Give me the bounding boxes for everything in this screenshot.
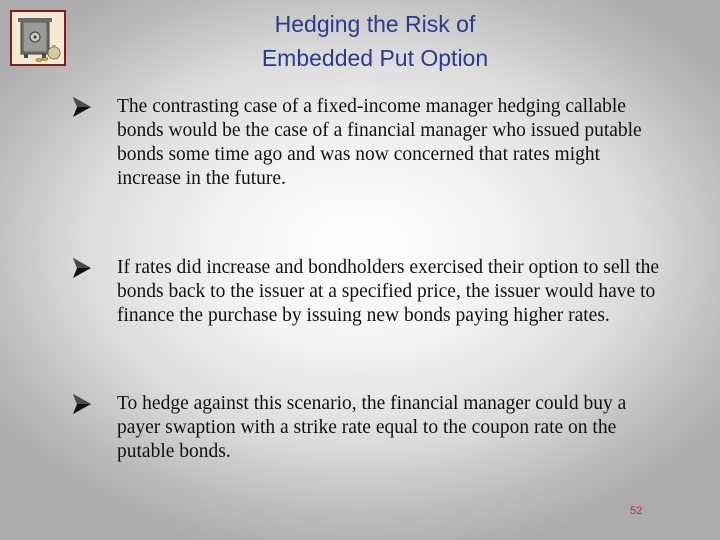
slide-title-line-2: Embedded Put Option [261, 45, 489, 71]
slide-title-line-1: Hedging the Risk of [274, 11, 476, 37]
bullet-text: The contrasting case of a fixed-income manager hedging callable bonds would be the case of a financial manager who issued putable bonds some time ago and was now concerned that rates might increase in the future. [117, 96, 642, 189]
arrowhead-bullet-icon [72, 96, 92, 118]
arrowhead-bullet-icon [72, 393, 92, 415]
bullet-text: To hedge against this scenario, the financial manager could buy a payer swaption with a strike rate equal to the coupon rate on the putable bonds. [117, 393, 627, 462]
page-number: 52 [630, 505, 643, 517]
arrowhead-bullet-icon [72, 257, 92, 279]
bullet-text: If rates did increase and bondholders exercised their option to sell the bonds back to the issuer at a specified price, the issuer would have to finance the purchase by issuing new bonds paying higher rates. [117, 257, 660, 326]
